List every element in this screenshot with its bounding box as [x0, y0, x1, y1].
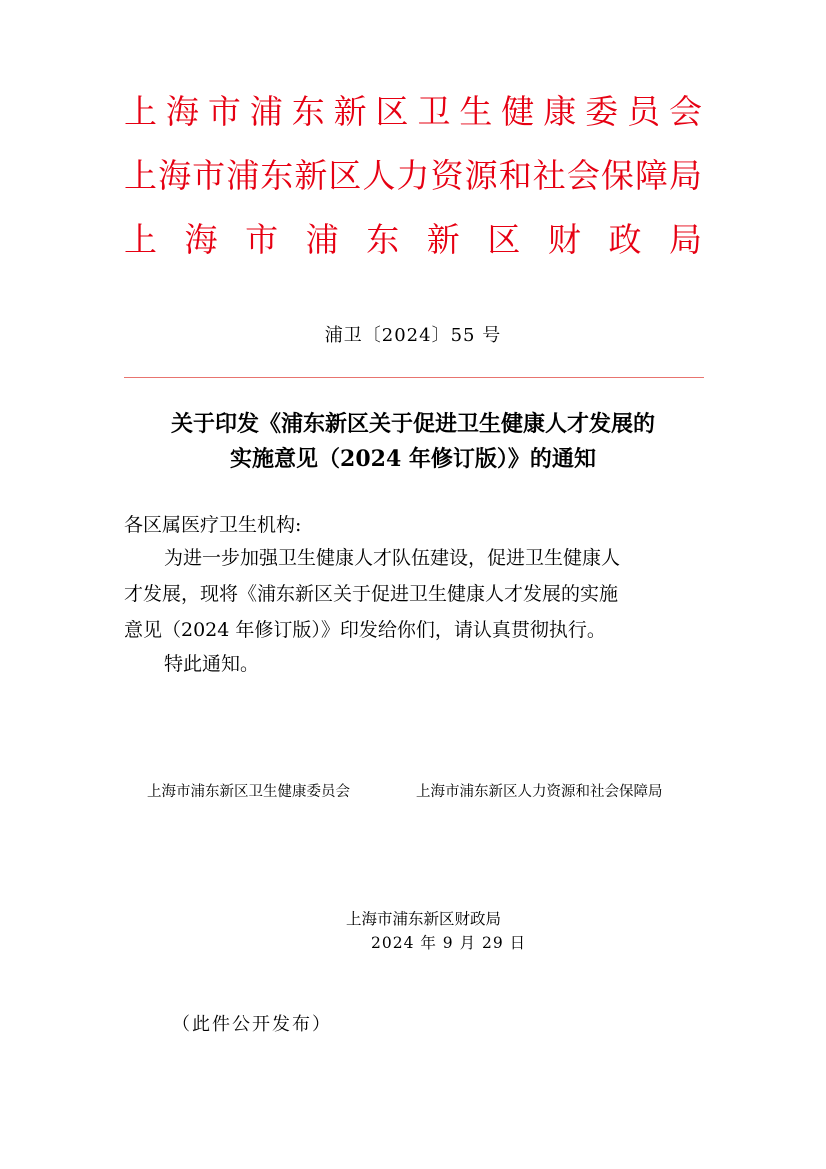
- signature-human-resources-bureau: 上海市浦东新区人力资源和社会保障局: [416, 784, 663, 800]
- issuer-health-commission: 上海市浦东新区卫生健康委员会: [124, 92, 702, 131]
- signature-health-commission: 上海市浦东新区卫生健康委员会: [147, 784, 350, 800]
- issue-date: 2024 年 9 月 29 日: [371, 934, 527, 952]
- paragraph-line-2: 才发展，现将《浦东新区关于促进卫生健康人才发展的实施: [124, 583, 619, 605]
- paragraph-line-3: 意见（2024 年修订版）》印发给你们，请认真贯彻执行。: [124, 619, 606, 641]
- issuer-human-resources-bureau: 上海市浦东新区人力资源和社会保障局: [124, 156, 702, 195]
- document-number: 浦卫〔2024〕55 号: [324, 325, 502, 346]
- salutation: 各区属医疗卫生机构:: [124, 514, 302, 536]
- publication-note: （此件公开发布）: [172, 1014, 332, 1035]
- closing-phrase: 特此通知。: [164, 653, 260, 675]
- document-title-line-1: 关于印发《浦东新区关于促进卫生健康人才发展的: [170, 411, 655, 437]
- red-divider: [124, 377, 704, 378]
- signature-finance-bureau: 上海市浦东新区财政局: [346, 910, 502, 928]
- issuer-finance-bureau: 上海市浦东新区财政局: [124, 220, 702, 259]
- paragraph-line-1: 为进一步加强卫生健康人才队伍建设，促进卫生健康人: [164, 547, 621, 569]
- document-title-line-2: 实施意见（2024 年修订版）》的通知: [230, 446, 596, 472]
